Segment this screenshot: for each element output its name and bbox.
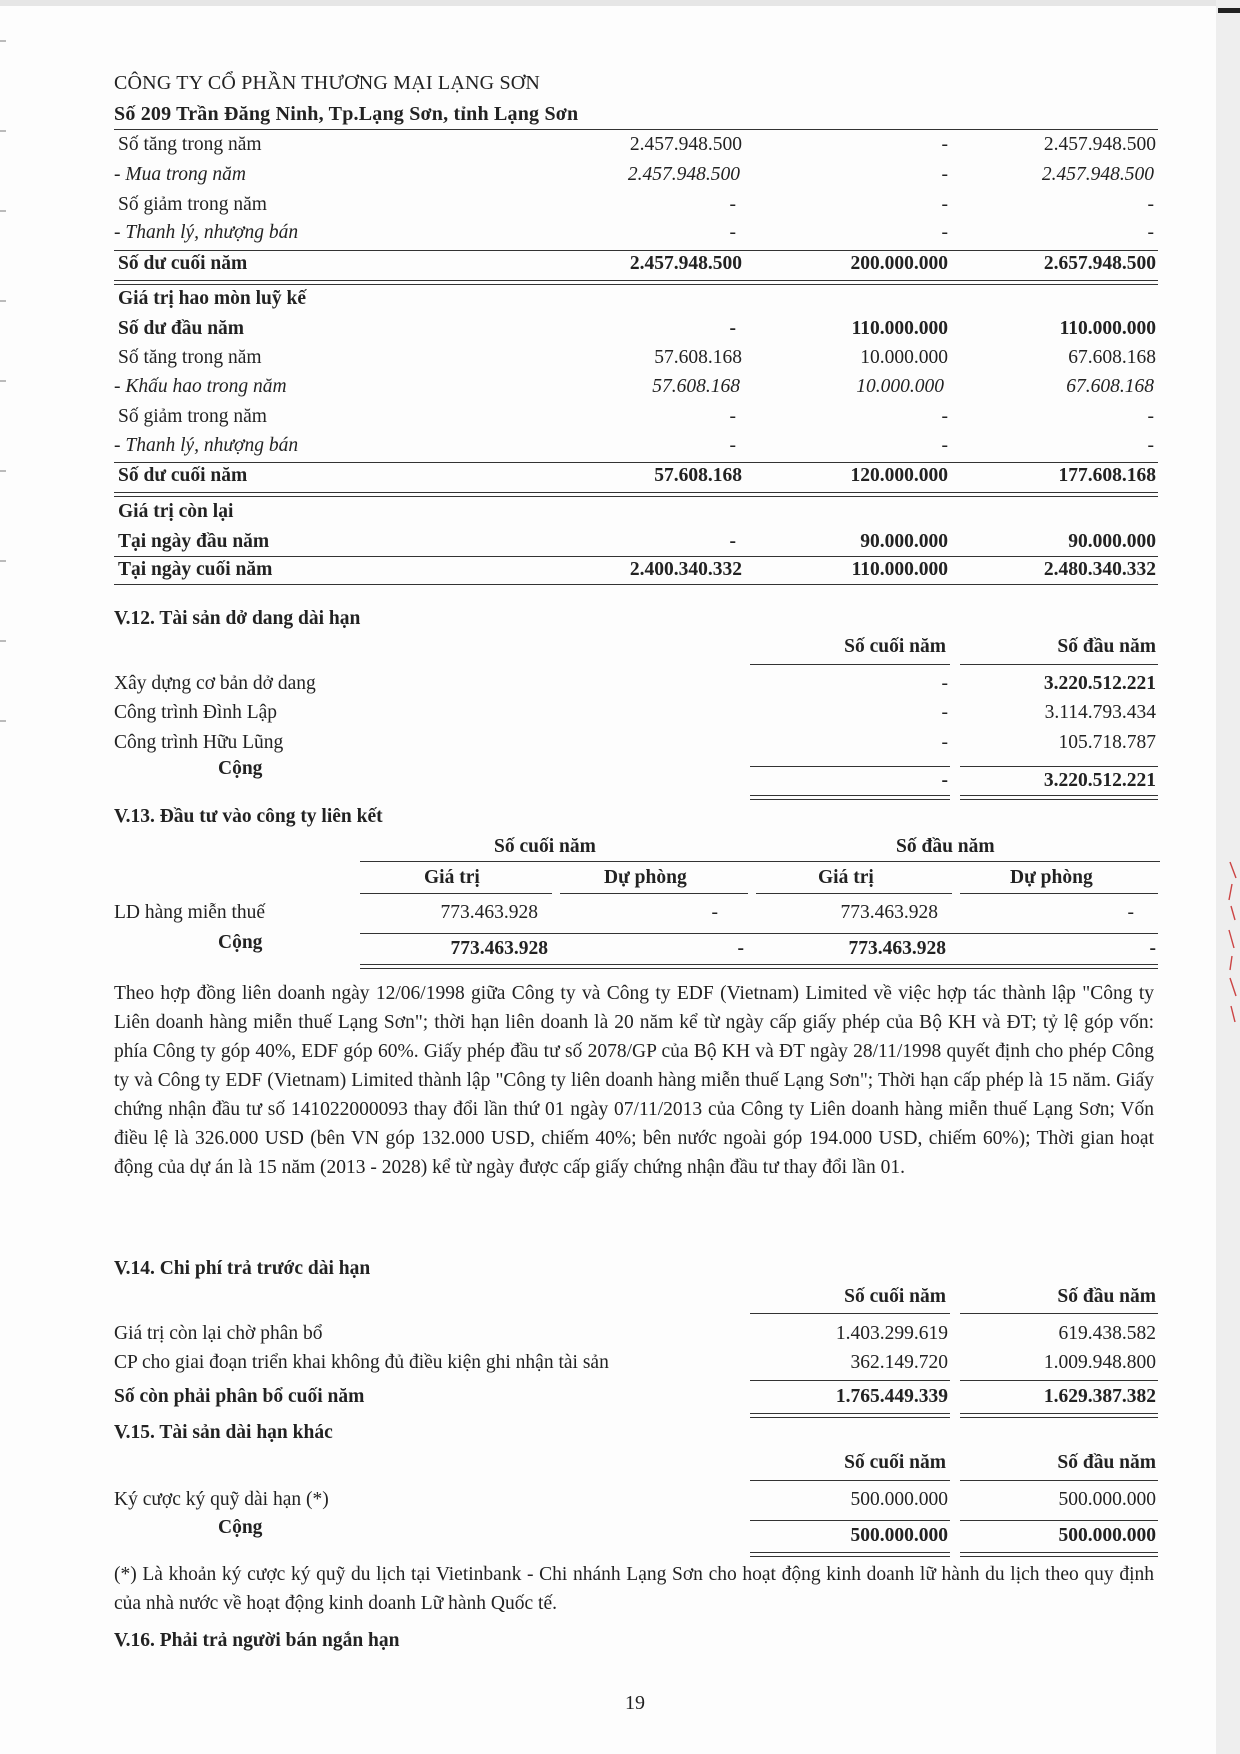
sub-header-rule xyxy=(360,893,552,894)
total-rule xyxy=(750,1556,950,1557)
sub-header-value: Giá trị xyxy=(818,867,874,888)
row-label: Giá trị còn lại chờ phân bổ xyxy=(114,1323,323,1344)
begin-value: 619.438.582 xyxy=(1058,1323,1156,1344)
col-1-value: 57.608.168 xyxy=(654,465,742,486)
col-header-end: Số cuối năm xyxy=(844,1286,946,1307)
end-value: 362.149.720 xyxy=(850,1352,948,1373)
total-rule xyxy=(114,280,1158,281)
col-3-value: - xyxy=(1147,222,1154,243)
col-header-end: Số cuối năm xyxy=(844,1452,946,1473)
begin-value: 3.220.512.221 xyxy=(1043,673,1156,694)
sub-header-provision: Dự phòng xyxy=(604,867,687,888)
col-3-value: - xyxy=(1147,406,1154,427)
total-rule xyxy=(960,1552,1158,1553)
margin-pen-marks xyxy=(1226,860,1240,1040)
table-row xyxy=(0,404,1240,430)
company-address: Số 209 Trần Đăng Ninh, Tp.Lạng Sơn, tỉnh Lạng Sơn xyxy=(114,103,579,125)
total-rule xyxy=(360,968,1158,969)
group-header-rule xyxy=(360,861,1160,862)
table-row xyxy=(0,1487,1240,1513)
company-name: CÔNG TY CỔ PHẦN THƯƠNG MẠI LẠNG SƠN xyxy=(114,72,541,94)
col-1-value: - xyxy=(729,194,736,215)
col-1-value: - xyxy=(729,531,736,552)
header-rule xyxy=(960,664,1158,665)
col-1-value: - xyxy=(729,406,736,427)
v15-header-row xyxy=(0,1450,1240,1476)
total-rule xyxy=(114,492,1158,493)
row-label: Số tăng trong năm xyxy=(118,134,262,155)
row-label: Cộng xyxy=(218,932,263,953)
row-label: Cộng xyxy=(218,758,263,779)
table-row xyxy=(0,557,1240,583)
col-3-value: - xyxy=(1147,435,1154,456)
total-rule xyxy=(360,964,1158,965)
sub-header-rule xyxy=(960,893,1158,894)
end-value: 500.000.000 xyxy=(850,1525,948,1546)
total-row xyxy=(0,1384,1240,1410)
col-1-value: 57.608.168 xyxy=(654,347,742,368)
table-row xyxy=(0,1321,1240,1347)
scan-corner-mark xyxy=(1218,8,1240,13)
section-title-v14: V.14. Chi phí trả trước dài hạn xyxy=(114,1258,371,1279)
col-1-value: 2.457.948.500 xyxy=(627,164,740,185)
row-label: LD hàng miễn thuế xyxy=(114,902,266,923)
row-label: Số dư cuối năm xyxy=(118,253,248,274)
total-rule xyxy=(114,584,1158,585)
row-label: Số tăng trong năm xyxy=(118,347,262,368)
col-2-value: 10.000.000 xyxy=(860,347,948,368)
table-row xyxy=(0,345,1240,371)
col-2-value: 110.000.000 xyxy=(851,318,948,339)
begin-value: 1.629.387.382 xyxy=(1043,1386,1156,1407)
end-value: 500.000.000 xyxy=(850,1489,948,1510)
end-provision: - xyxy=(737,938,744,959)
v13-group-header xyxy=(0,834,1240,860)
total-rule xyxy=(960,1413,1158,1414)
total-rule xyxy=(750,795,950,796)
table-row xyxy=(0,251,1240,277)
row-label: Giá trị còn lại xyxy=(118,501,234,522)
row-label: - Khấu hao trong năm xyxy=(114,376,287,397)
table-row xyxy=(0,463,1240,489)
begin-value: 1.009.948.800 xyxy=(1043,1352,1156,1373)
total-rule xyxy=(114,284,1158,285)
page-number: 19 xyxy=(625,1692,645,1714)
table-row xyxy=(0,700,1240,726)
table-row xyxy=(0,900,1240,926)
total-rule xyxy=(750,1380,950,1381)
row-label: Tại ngày đầu năm xyxy=(118,531,270,552)
total-rule xyxy=(960,799,1158,800)
row-label: - Thanh lý, nhượng bán xyxy=(114,435,299,456)
col-3-value: 90.000.000 xyxy=(1068,531,1156,552)
row-label: Số dư đầu năm xyxy=(118,318,245,339)
col-3-value: 2.457.948.500 xyxy=(1041,164,1154,185)
begin-value: 773.463.928 xyxy=(840,902,938,923)
header-rule xyxy=(750,1313,950,1314)
sub-header-provision: Dự phòng xyxy=(1010,867,1093,888)
row-label: Cộng xyxy=(218,1517,263,1538)
jv-description-paragraph: Theo hợp đồng liên doanh ngày 12/06/1998 giữa Công ty và Công ty EDF (Vietnam) Limited về việc hợp tác thành lập "Công ty Liên doanh hàng miễn thuế Lạng Sơn"; thời hạn liên doanh là 20 năm kể từ ngày cấp giấy phép của Bộ KH và ĐT; tỷ lệ góp vốn: phía Công ty góp 40%, EDF góp 60%. Giấy phép đầu tư số 2078/GP của Bộ KH và ĐT ngày 28/11/1998 quyết định cho phép Công ty và Công ty EDF (Vietnam) Limited thành lập "Công ty liên doanh hàng miễn thuế Lạng Sơn"; Thời hạn cấp phép là 15 năm. Giấy chứng nhận đầu tư số 141022000093 thay đổi lần thứ 01 ngày 07/11/2013 của Công ty Liên doanh hàng miễn thuế Lạng Sơn; Vốn điều lệ là 326.000 USD (bên VN góp 132.000 USD, chiếm 40%; bên nước ngoài góp 194.000 USD, chiếm 60%); Thời gian hoạt động của dự án là 15 năm (2013 - 2028) kể từ ngày được cấp giấy chứng nhận đầu tư thay đổi lần 01. xyxy=(114,983,1154,1178)
begin-value: 3.220.512.221 xyxy=(1043,770,1156,791)
col-3-value: 110.000.000 xyxy=(1059,318,1156,339)
row-label: Giá trị hao mòn luỹ kế xyxy=(118,288,306,309)
row-label: - Thanh lý, nhượng bán xyxy=(114,222,299,243)
table-row xyxy=(0,192,1240,218)
table-row xyxy=(0,316,1240,342)
total-rule xyxy=(960,1417,1158,1418)
end-value: 1.403.299.619 xyxy=(835,1323,948,1344)
col-2-value: - xyxy=(941,164,948,185)
total-rule xyxy=(960,1380,1158,1381)
end-value: 1.765.449.339 xyxy=(835,1386,948,1407)
row-label: Công trình Đình Lập xyxy=(114,702,278,723)
total-rule xyxy=(750,1417,950,1418)
section-title-v12: V.12. Tài sản dở dang dài hạn xyxy=(114,608,361,629)
sub-header-value: Giá trị xyxy=(424,867,480,888)
col-header-begin: Số đầu năm xyxy=(1057,1452,1156,1473)
total-rule xyxy=(750,766,950,767)
col-2-value: 10.000.000 xyxy=(856,376,944,397)
begin-value: 500.000.000 xyxy=(1058,1489,1156,1510)
table-row xyxy=(0,529,1240,555)
col-2-value: 90.000.000 xyxy=(860,531,948,552)
total-rule xyxy=(750,799,950,800)
table-row xyxy=(0,671,1240,697)
col-header-begin: Số đầu năm xyxy=(1057,636,1156,657)
row-label: Tại ngày cuối năm xyxy=(118,559,273,580)
header-rule xyxy=(960,1313,1158,1314)
table-row xyxy=(0,1350,1240,1376)
end-value: - xyxy=(941,702,948,723)
table-row xyxy=(0,220,1240,246)
col-1-value: 2.400.340.332 xyxy=(629,559,742,580)
section-title-v13: V.13. Đầu tư vào công ty liên kết xyxy=(114,806,383,827)
v13-sub-header xyxy=(0,865,1240,891)
col-header-begin: Số đầu năm xyxy=(1057,1286,1156,1307)
total-rule xyxy=(960,1556,1158,1557)
end-value: - xyxy=(941,770,948,791)
col-header-end: Số cuối năm xyxy=(844,636,946,657)
sub-header-rule xyxy=(560,893,748,894)
begin-value: 500.000.000 xyxy=(1058,1525,1156,1546)
table-row xyxy=(0,162,1240,188)
table-row xyxy=(0,132,1240,158)
col-1-value: 57.608.168 xyxy=(652,376,740,397)
col-2-value: - xyxy=(941,134,948,155)
total-rule xyxy=(960,795,1158,796)
row-label: Số dư cuối năm xyxy=(118,465,248,486)
row-label: Số giảm trong năm xyxy=(118,406,267,427)
row-label: Số giảm trong năm xyxy=(118,194,267,215)
group-header-begin: Số đầu năm xyxy=(896,836,995,857)
end-value: - xyxy=(941,732,948,753)
col-2-value: - xyxy=(941,222,948,243)
col-1-value: - xyxy=(729,318,736,339)
col-2-value: 200.000.000 xyxy=(850,253,948,274)
col-1-value: - xyxy=(729,222,736,243)
col-1-value: - xyxy=(729,435,736,456)
total-row xyxy=(0,932,1240,962)
header-rule xyxy=(114,129,1158,130)
col-2-value: 120.000.000 xyxy=(850,465,948,486)
col-2-value: - xyxy=(941,194,948,215)
header-rule xyxy=(750,1480,950,1481)
v14-header-row xyxy=(0,1284,1240,1310)
col-1-value: 2.457.948.500 xyxy=(629,134,742,155)
total-row xyxy=(0,758,1240,794)
end-provision: - xyxy=(711,902,718,923)
header-rule xyxy=(960,1480,1158,1481)
section-heading-row xyxy=(0,499,1240,525)
row-label: Công trình Hữu Lũng xyxy=(114,732,284,753)
row-label: - Mua trong năm xyxy=(114,164,246,185)
group-header-end: Số cuối năm xyxy=(494,836,596,857)
col-3-value: 2.457.948.500 xyxy=(1043,134,1156,155)
col-1-value: 2.457.948.500 xyxy=(629,253,742,274)
v12-header-row xyxy=(0,634,1240,660)
header-rule xyxy=(750,664,950,665)
begin-provision: - xyxy=(1149,938,1156,959)
begin-value: 105.718.787 xyxy=(1058,732,1156,753)
total-rule xyxy=(114,496,1158,497)
table-row xyxy=(0,433,1240,459)
col-3-value: 177.608.168 xyxy=(1058,465,1156,486)
sub-header-rule xyxy=(756,893,952,894)
end-value: 773.463.928 xyxy=(450,938,548,959)
section-heading-row xyxy=(0,286,1240,312)
begin-value: 3.114.793.434 xyxy=(1044,702,1156,723)
col-2-value: - xyxy=(941,406,948,427)
v15-footnote: (*) Là khoản ký cược ký quỹ du lịch tại Vietinbank - Chi nhánh Lạng Sơn cho hoạt động kinh doanh lữ hành du lịch theo quy định của nhà nước về hoạt động kinh doanh Lữ hành Quốc tế. xyxy=(114,1564,1154,1614)
table-row xyxy=(0,374,1240,400)
col-2-value: - xyxy=(941,435,948,456)
end-value: - xyxy=(941,673,948,694)
total-rule xyxy=(750,1413,950,1414)
total-rule xyxy=(360,933,1158,934)
total-row xyxy=(0,1517,1240,1549)
table-row xyxy=(0,730,1240,756)
row-label: Số còn phải phân bổ cuối năm xyxy=(114,1386,365,1407)
section-title-v15: V.15. Tài sản dài hạn khác xyxy=(114,1422,333,1443)
begin-provision: - xyxy=(1127,902,1134,923)
total-rule xyxy=(750,1520,950,1521)
row-label: CP cho giai đoạn triển khai không đủ điều kiện ghi nhận tài sản xyxy=(114,1352,609,1373)
end-value: 773.463.928 xyxy=(440,902,538,923)
col-3-value: 67.608.168 xyxy=(1066,376,1154,397)
col-3-value: 67.608.168 xyxy=(1068,347,1156,368)
total-rule xyxy=(960,766,1158,767)
row-label: Ký cược ký quỹ dài hạn (*) xyxy=(114,1489,329,1510)
col-3-value: 2.657.948.500 xyxy=(1043,253,1156,274)
page-edge xyxy=(0,0,1240,6)
section-title-v16: V.16. Phải trả người bán ngắn hạn xyxy=(114,1630,400,1651)
begin-value: 773.463.928 xyxy=(848,938,946,959)
col-2-value: 110.000.000 xyxy=(851,559,948,580)
col-3-value: 2.480.340.332 xyxy=(1043,559,1156,580)
row-label: Xây dựng cơ bản dở dang xyxy=(114,673,316,694)
total-rule xyxy=(960,1520,1158,1521)
total-rule xyxy=(750,1552,950,1553)
col-3-value: - xyxy=(1147,194,1154,215)
